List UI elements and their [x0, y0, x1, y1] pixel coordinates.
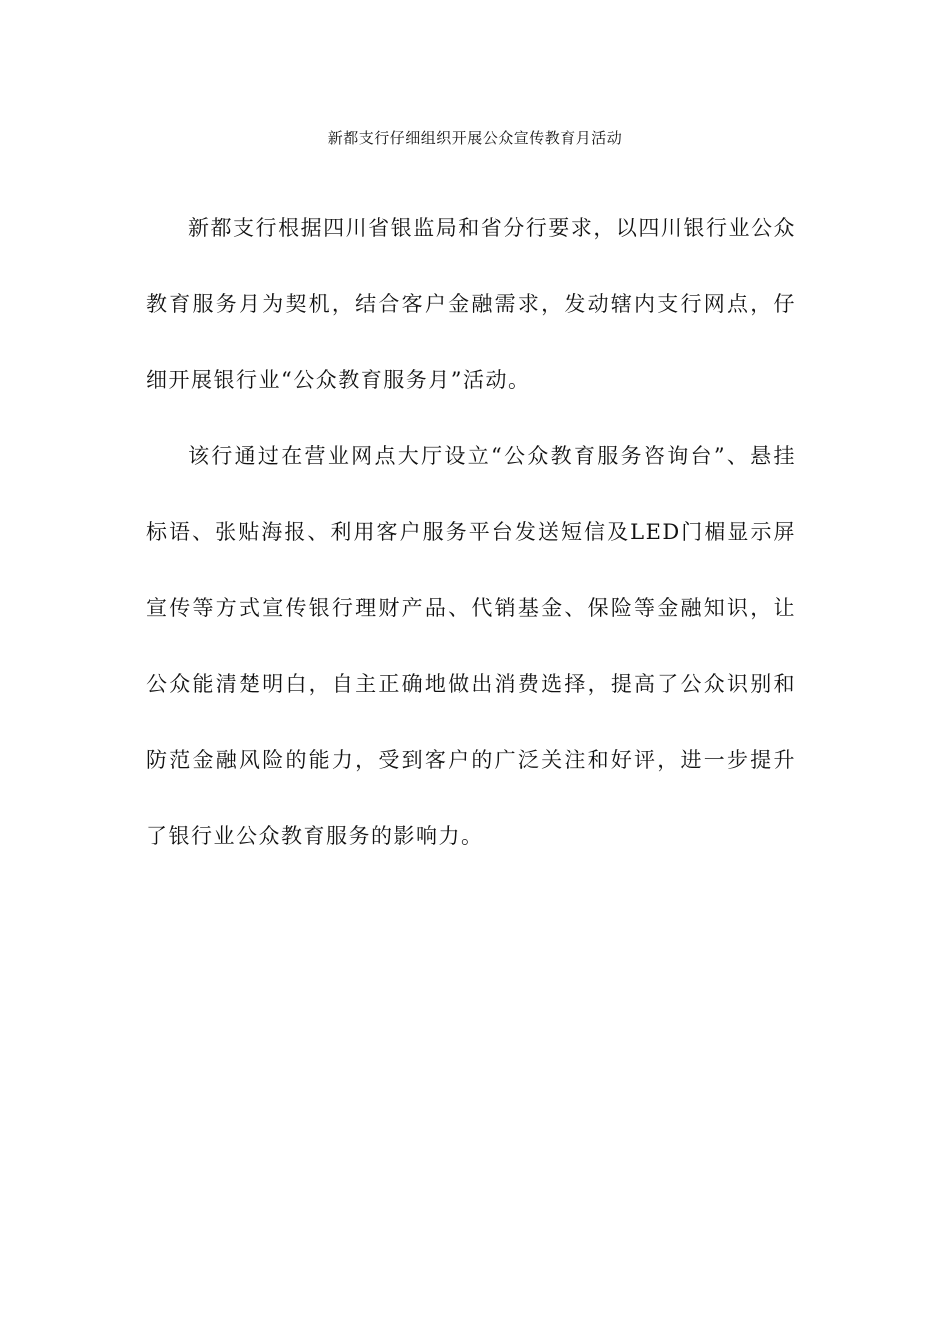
paragraph-2: 该行通过在营业网点大厅设立“公众教育服务咨询台”、悬挂标语、张贴海报、利用客户服务平台发送短信及LED门楣显示屏宣传等方式宣传银行理财产品、代销基金、保险等金融知识，让公众能清楚明白，自主正确地做出消费选择，提高了公众识别和防范金融风险的能力，受到客户的广泛关注和好评，进一步提升了银行业公众教育服务的影响力。 — [146, 444, 797, 848]
document-title: 新都支行仔细组织开展公众宣传教育月活动 — [327, 129, 623, 147]
paragraph-1: 新都支行根据四川省银监局和省分行要求，以四川银行业公众教育服务月为契机，结合客户金融需求，发动辖内支行网点，仔细开展银行业“公众教育服务月”活动。 — [146, 216, 796, 392]
document-body — [146, 190, 796, 874]
